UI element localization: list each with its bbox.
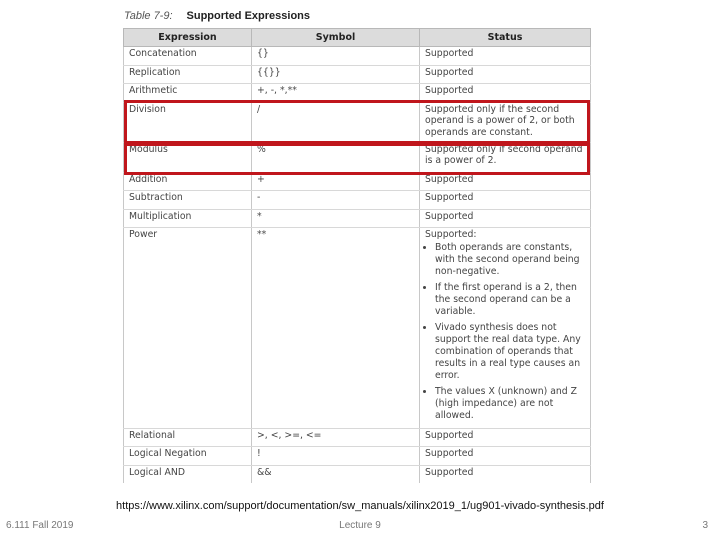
power-notes-list: [425, 242, 586, 422]
symbol-cell: +: [252, 172, 420, 191]
symbol-cell: {}: [252, 47, 420, 66]
table-row-power: [124, 228, 591, 429]
header-symbol: Symbol: [252, 29, 420, 47]
expression-cell: Division: [124, 102, 252, 142]
symbol-cell: {{}}: [252, 65, 420, 84]
status-cell: Supported: [420, 84, 591, 103]
status-cell: Supported: [420, 47, 591, 66]
expression-cell: Logical AND: [124, 465, 252, 483]
status-text: Supported:: [425, 229, 477, 240]
status-cell: Supported: [420, 65, 591, 84]
symbol-cell: &&: [252, 465, 420, 483]
expression-cell: Arithmetic: [124, 84, 252, 103]
supported-expressions-table: [123, 28, 591, 483]
table-row: [124, 65, 591, 84]
table-row: [124, 209, 591, 228]
division-highlight-box: [124, 100, 590, 144]
list-item: • Both operands are constants, with the second operand being non-negative.: [435, 242, 586, 278]
expression-cell: Relational: [124, 428, 252, 447]
symbol-cell: -: [252, 191, 420, 210]
table-header-row: [124, 29, 591, 47]
header-expression: Expression: [124, 29, 252, 47]
symbol-cell: !: [252, 447, 420, 466]
status-cell: Supported: [420, 172, 591, 191]
status-cell: [420, 228, 591, 429]
expression-cell: Logical Negation: [124, 447, 252, 466]
list-item: • If the first operand is a 2, then the second operand can be a variable.: [435, 282, 586, 318]
list-item: • The values X (unknown) and Z (high impedance) are not allowed.: [435, 386, 586, 422]
status-cell: Supported only if second operand is a power of 2.: [420, 142, 591, 172]
table-row: [124, 428, 591, 447]
status-cell: Supported: [420, 428, 591, 447]
status-cell: Supported: [420, 465, 591, 483]
lecture-label: Lecture 9: [339, 520, 381, 531]
expression-cell: Concatenation: [124, 47, 252, 66]
table-row: [124, 47, 591, 66]
expression-cell: Multiplication: [124, 209, 252, 228]
table-row: [124, 447, 591, 466]
table-title: Supported Expressions: [186, 10, 311, 22]
status-cell: Supported: [420, 191, 591, 210]
expression-cell: Subtraction: [124, 191, 252, 210]
header-status: Status: [420, 29, 591, 47]
list-item: • Vivado synthesis does not support the real data type. Any combination of operands that results in a real type causes an error.: [435, 322, 586, 382]
source-url: https://www.xilinx.com/support/documentation/sw_manuals/xilinx2019_1/ug901-vivado-synthesis.pdf: [116, 500, 604, 512]
status-cell: Supported: [420, 447, 591, 466]
symbol-cell: **: [252, 228, 420, 429]
expression-cell: Addition: [124, 172, 252, 191]
table-number: Table 7-9:: [124, 10, 173, 22]
expression-cell: Replication: [124, 65, 252, 84]
page-number: 3: [702, 520, 708, 531]
symbol-cell: *: [252, 209, 420, 228]
modulus-highlight-box: [124, 143, 590, 175]
symbol-cell: /: [252, 102, 420, 142]
expression-cell: Power: [124, 228, 252, 429]
symbol-cell: >, <, >=, <=: [252, 428, 420, 447]
course-label: 6.111 Fall 2019: [6, 520, 74, 531]
table-row: [124, 191, 591, 210]
table-caption: [124, 10, 310, 22]
status-cell: Supported: [420, 209, 591, 228]
status-cell: Supported only if the second operand is a power of 2, or both operands are constant.: [420, 102, 591, 142]
table-row: [124, 465, 591, 483]
symbol-cell: %: [252, 142, 420, 172]
symbol-cell: +, -, *,**: [252, 84, 420, 103]
expression-cell: Modulus: [124, 142, 252, 172]
